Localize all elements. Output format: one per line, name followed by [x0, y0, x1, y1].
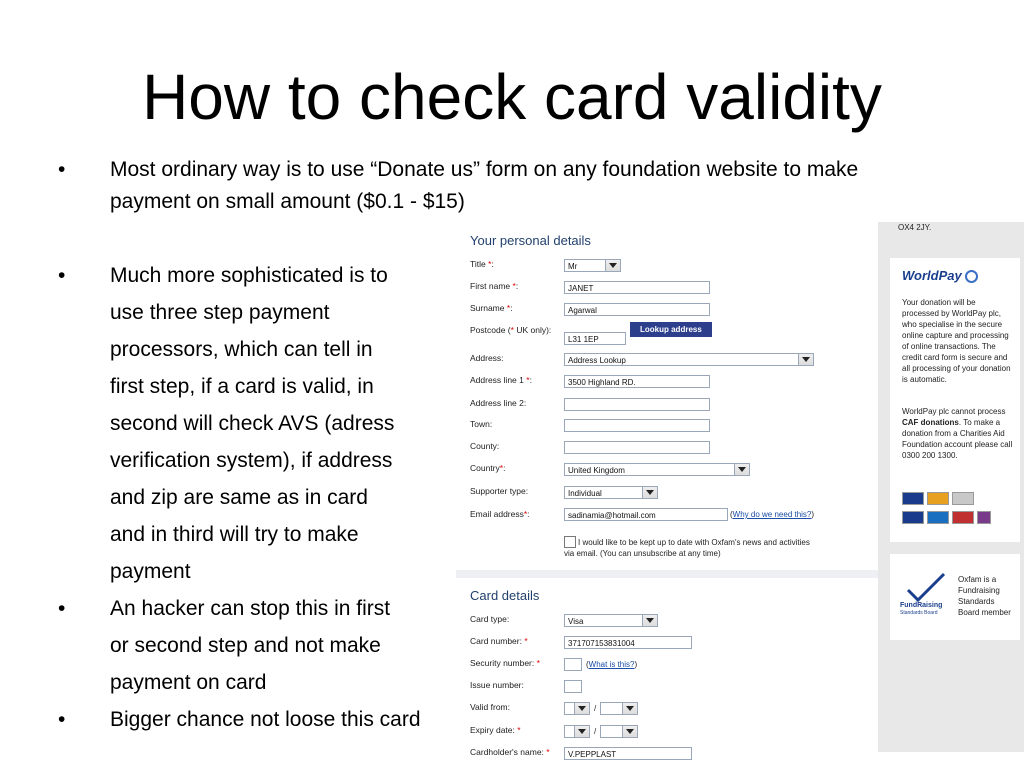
expiry-date-label: Expiry date: *	[470, 725, 521, 735]
side-panel	[878, 222, 1024, 752]
expiry-month-select[interactable]	[564, 725, 590, 738]
fundraising-standards-logo	[900, 572, 950, 616]
bullet-1-line-1: Most ordinary way is to use “Donate us” form on any foundation website to make	[110, 158, 859, 181]
surname-label: Surname *:	[470, 303, 513, 313]
card-type-label: Card type:	[470, 614, 510, 624]
county-label: County:	[470, 441, 500, 451]
lookup-address-button[interactable]: Lookup address	[630, 322, 712, 337]
valid-from-slash: /	[594, 704, 597, 713]
address-select[interactable]: Address Lookup	[564, 353, 814, 366]
bullet-marker: •	[58, 597, 66, 620]
worldpay-logo: WorldPay	[902, 268, 978, 283]
chevron-down-icon	[626, 729, 634, 734]
chevron-down-icon	[578, 729, 586, 734]
jcb-logo-icon	[927, 511, 949, 524]
globe-icon	[965, 270, 978, 283]
expiry-year-select[interactable]	[600, 725, 638, 738]
fundraising-standards-box	[890, 554, 1020, 640]
cardholder-name-input[interactable]: V.PEPPLAST	[564, 747, 692, 760]
title-label: Title *:	[470, 259, 494, 269]
bullet-2-line-5: second will check AVS (adress	[110, 412, 395, 435]
slide-title: How to check card validity	[142, 61, 882, 133]
worldpay-caf-note: WorldPay plc cannot process CAF donations. To make a donation from a Charities Aid Foundation account please call 0300 200 1300.	[902, 407, 1013, 460]
section-separator	[456, 570, 878, 578]
checkmark-icon	[900, 572, 950, 606]
town-input[interactable]	[564, 419, 710, 432]
solo-logo-icon	[977, 511, 991, 524]
personal-details-heading: Your personal details	[470, 233, 591, 248]
fundraising-logo-text: FundRaising	[900, 602, 943, 609]
card-type-select[interactable]: Visa	[564, 614, 658, 627]
bullet-marker: •	[58, 158, 66, 181]
bullet-2-line-3: processors, which can tell in	[110, 338, 373, 361]
card-number-input[interactable]: 371707153831004	[564, 636, 692, 649]
valid-from-month-select[interactable]	[564, 702, 590, 715]
county-input[interactable]	[564, 441, 710, 454]
chevron-down-icon	[738, 467, 746, 472]
title-select[interactable]: Mr	[564, 259, 621, 272]
fundraising-logo-subtext: Standards Board	[900, 610, 938, 616]
bullet-marker: •	[58, 708, 66, 731]
newsletter-optin-text-2: via email. (You can unsubscribe at any time)	[564, 549, 721, 558]
card-logos-row-1	[902, 492, 977, 510]
security-number-input[interactable]	[564, 658, 582, 671]
newsletter-optin-text: I would like to be kept up to date with Oxfam's news and activities	[578, 538, 810, 547]
address-postcode-text: OX4 2JY.	[898, 223, 932, 232]
bullet-marker: •	[58, 264, 66, 287]
chevron-down-icon	[609, 263, 617, 268]
issue-number-label: Issue number:	[470, 680, 524, 690]
bullet-2-line-1: Much more sophisticated is to	[110, 264, 388, 287]
cardholder-name-label: Cardholder's name: *	[470, 747, 550, 757]
postcode-input[interactable]: L31 1EP	[564, 332, 626, 345]
first-name-input[interactable]: JANET	[564, 281, 710, 294]
chevron-down-icon	[626, 706, 634, 711]
surname-input[interactable]: Agarwal	[564, 303, 710, 316]
mastercard-logo-icon	[927, 492, 949, 505]
visa-electron-logo-icon	[902, 511, 924, 524]
bullet-3-line-2: or second step and not make	[110, 634, 381, 657]
expiry-slash: /	[594, 727, 597, 736]
email-input[interactable]: sadinamia@hotmail.com	[564, 508, 728, 521]
card-logos-row-2	[902, 511, 994, 529]
worldpay-info-box	[890, 258, 1020, 542]
issue-number-input[interactable]	[564, 680, 582, 693]
supporter-type-label: Supporter type:	[470, 486, 529, 496]
bullet-2-line-9: payment	[110, 560, 191, 583]
security-number-label: Security number: *	[470, 658, 540, 668]
valid-from-year-select[interactable]	[600, 702, 638, 715]
bullet-3-line-3: payment on card	[110, 671, 267, 694]
bullet-2-line-7: and zip are same as in card	[110, 486, 368, 509]
address-label: Address:	[470, 353, 504, 363]
bullet-1-line-2: payment on small amount ($0.1 - $15)	[110, 190, 465, 213]
maestro-logo-icon	[952, 511, 974, 524]
chevron-down-icon	[578, 706, 586, 711]
country-select[interactable]: United Kingdom	[564, 463, 750, 476]
donation-form-screenshot	[456, 222, 878, 759]
visa-logo-icon	[902, 492, 924, 505]
address2-input[interactable]	[564, 398, 710, 411]
chevron-down-icon	[646, 618, 654, 623]
bullet-2-line-2: use three step payment	[110, 301, 330, 324]
worldpay-description: Your donation will be processed by WorldPay plc, who specialise in the secure online capture and processing of online transactions. The credit card form is secure and all processing of your donation is automatic.	[902, 298, 1011, 384]
supporter-type-select[interactable]: Individual	[564, 486, 658, 499]
email-why-link[interactable]: (Why do we need this?)	[730, 510, 815, 519]
bullet-3-line-1: An hacker can stop this in first	[110, 597, 391, 620]
bullet-2-line-4: first step, if a card is valid, in	[110, 375, 374, 398]
town-label: Town:	[470, 419, 493, 429]
country-label: Country*:	[470, 463, 506, 473]
card-number-label: Card number: *	[470, 636, 528, 646]
delta-logo-icon	[952, 492, 974, 505]
address2-label: Address line 2:	[470, 398, 527, 408]
first-name-label: First name *:	[470, 281, 519, 291]
newsletter-checkbox[interactable]	[564, 536, 576, 548]
bullet-2-line-8: and in third will try to make	[110, 523, 359, 546]
email-label: Email address*:	[470, 509, 530, 519]
card-details-heading: Card details	[470, 588, 540, 603]
address1-label: Address line 1 *:	[470, 375, 532, 385]
bullet-4-line-1: Bigger chance not loose this card	[110, 708, 421, 731]
fundraising-member-text: Oxfam is a Fundraising Standards Board member	[958, 575, 1011, 617]
chevron-down-icon	[646, 490, 654, 495]
valid-from-label: Valid from:	[470, 702, 510, 712]
chevron-down-icon	[802, 357, 810, 362]
postcode-label: Postcode (* UK only):	[470, 325, 552, 335]
address1-input[interactable]: 3500 Highland RD.	[564, 375, 710, 388]
bullet-2-line-6: verification system), if address	[110, 449, 393, 472]
security-info-link[interactable]: (What is this?)	[586, 660, 638, 669]
